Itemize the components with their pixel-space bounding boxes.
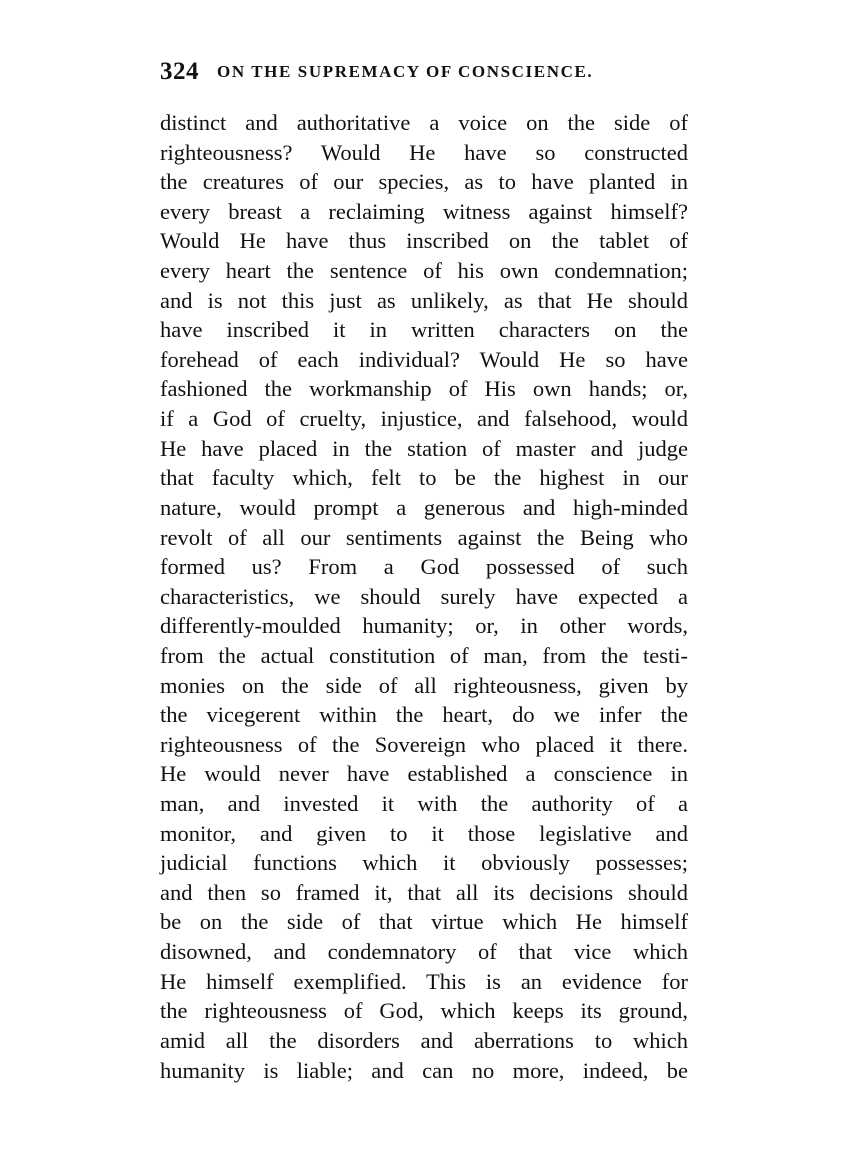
text-line: He himself exemplified. This is an evidence for bbox=[160, 968, 688, 994]
text-line: humanity is liable; and can no more, indeed, be bbox=[160, 1057, 688, 1083]
text-line: that faculty which, felt to be the highest in our bbox=[160, 465, 688, 491]
text-line: disowned, and condemnatory of that vice which bbox=[160, 939, 688, 965]
text-line: revolt of all our sentiments against the Being who bbox=[160, 524, 688, 550]
text-line: Would He have thus inscribed on the tablet of bbox=[160, 228, 688, 254]
body-text bbox=[160, 108, 688, 1085]
running-title: ON THE SUPREMACY OF CONSCIENCE. bbox=[217, 62, 594, 81]
text-line: be on the side of that virtue which He himself bbox=[160, 909, 688, 935]
text-line: from the actual constitution of man, from the testi- bbox=[160, 642, 688, 668]
text-line: and then so framed it, that all its decisions should bbox=[160, 879, 688, 905]
text-line: if a God of cruelty, injustice, and falsehood, would bbox=[160, 406, 688, 432]
text-line: He have placed in the station of master and judge bbox=[160, 435, 688, 461]
text-line: righteousness of the Sovereign who placed it there. bbox=[160, 731, 688, 757]
text-line: judicial functions which it obviously possesses; bbox=[160, 850, 688, 876]
text-line: every heart the sentence of his own condemnation; bbox=[160, 258, 688, 284]
running-head bbox=[160, 58, 700, 92]
text-line: righteousness? Would He have so constructed bbox=[160, 139, 688, 165]
text-line: the vicegerent within the heart, do we infer the bbox=[160, 702, 688, 728]
text-line: formed us? From a God possessed of such bbox=[160, 554, 688, 580]
text-line: and is not this just as unlikely, as that He should bbox=[160, 287, 688, 313]
text-line: have inscribed it in written characters on the bbox=[160, 317, 688, 343]
page-number: 324 bbox=[160, 58, 199, 85]
text-line: nature, would prompt a generous and high-minded bbox=[160, 494, 688, 520]
text-line: man, and invested it with the authority of a bbox=[160, 791, 688, 817]
text-line: the creatures of our species, as to have planted in bbox=[160, 169, 688, 195]
text-line: differently-moulded humanity; or, in other words, bbox=[160, 613, 688, 639]
text-line: the righteousness of God, which keeps its ground, bbox=[160, 998, 688, 1024]
text-line: distinct and authoritative a voice on the side of bbox=[160, 110, 688, 135]
text-line: amid all the disorders and aberrations to which bbox=[160, 1027, 688, 1053]
text-line: characteristics, we should surely have expected a bbox=[160, 583, 688, 609]
text-line: forehead of each individual? Would He so have bbox=[160, 346, 688, 372]
text-line: monitor, and given to it those legislative and bbox=[160, 820, 688, 846]
text-line: He would never have established a conscience in bbox=[160, 761, 688, 787]
text-line: fashioned the workmanship of His own hands; or, bbox=[160, 376, 688, 402]
text-line: every breast a reclaiming witness against himself? bbox=[160, 198, 688, 224]
text-line: monies on the side of all righteousness, given by bbox=[160, 672, 688, 698]
